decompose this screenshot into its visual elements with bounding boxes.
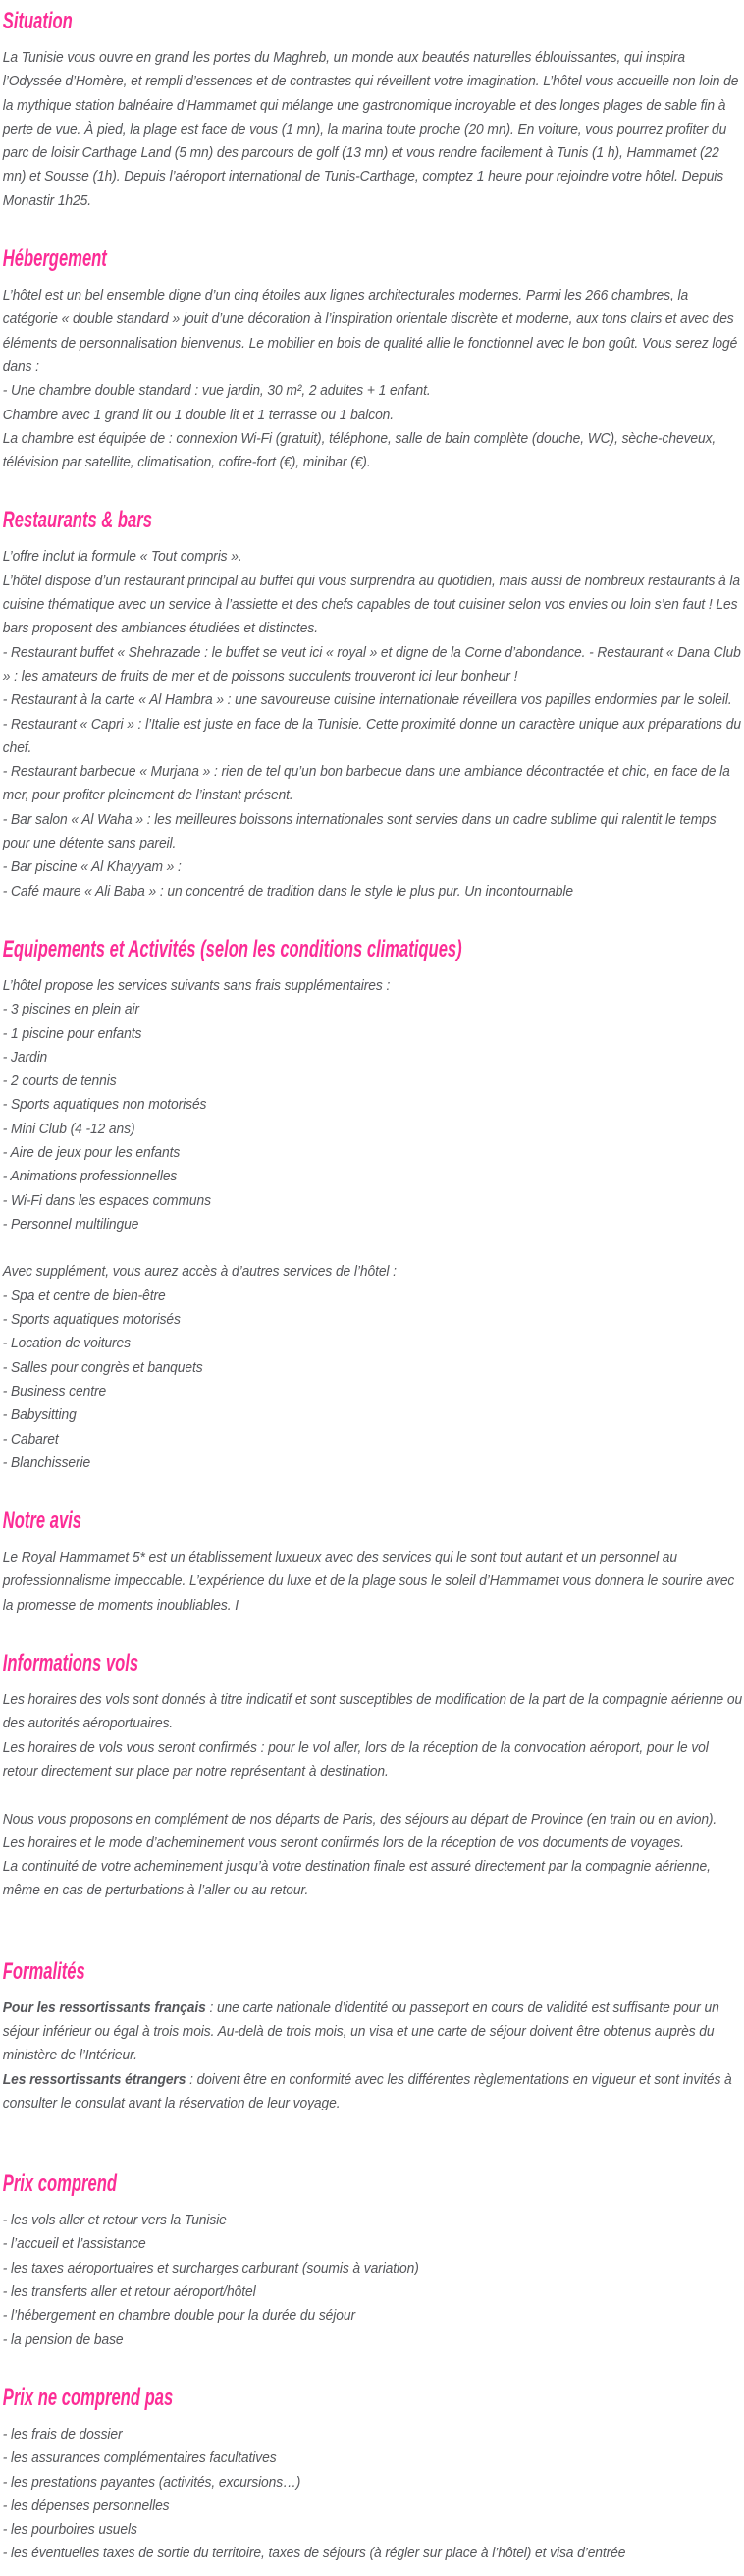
list-line: - Bar piscine « Al Khayyam » : xyxy=(2,858,182,876)
list-line: - Salles pour congrès et banquets xyxy=(2,1358,203,1376)
list-line: - 1 piscine pour enfants xyxy=(2,1024,142,1042)
list-line: - Café maure « Ali Baba » : un concentré de tradition dans le style le plus pur. Un incontournable xyxy=(2,882,573,900)
list-line: - les prestations payantes (activités, excursions…) xyxy=(2,2473,301,2491)
section-situation xyxy=(3,8,742,213)
list-line: - l’accueil et l’assistance xyxy=(2,2235,146,2253)
section-restaurants-bars xyxy=(3,507,742,903)
paragraph-text: : doivent être en conformité avec les différentes règlementations en vigueur et sont invités à consulter le consulat avant la réservation de leur voyage. xyxy=(2,2070,732,2111)
section-title-text: Hébergement xyxy=(2,246,107,273)
section-title-prix-comprend xyxy=(3,2170,742,2197)
section-title-informations-vols xyxy=(3,1650,742,1676)
paragraph: Avec supplément, vous aurez accès à d’autres services de l’hôtel : xyxy=(2,1263,397,1281)
list-line: - 3 piscines en plein air xyxy=(2,1001,139,1018)
list-line: - les taxes aéroportuaires et surcharges carburant (soumis à variation) xyxy=(2,2259,419,2276)
section-title-text: Formalités xyxy=(2,1957,85,1985)
section-notre-avis xyxy=(3,1507,742,1617)
list-line: - Business centre xyxy=(2,1382,107,1399)
list-line: - Jardin xyxy=(2,1048,48,1066)
paragraph: Les horaires et le mode d’acheminement vous seront confirmés lors de la réception de vos documents de voyages. xyxy=(2,1834,684,1851)
list-line: - Location de voitures xyxy=(2,1335,131,1352)
section-prix-comprend xyxy=(3,2170,742,2352)
list-line: - la pension de base xyxy=(2,2330,124,2348)
list-line: - Animations professionnelles xyxy=(2,1168,178,1185)
list-line: - Sports aquatiques non motorisés xyxy=(2,1096,207,1114)
list-line: - les transferts aller et retour aéroport/hôtel xyxy=(2,2283,256,2301)
list-line: - les éventuelles taxes de sortie du territoire, taxes de séjours (à régler sur place à l’hôtel) et visa d’entrée xyxy=(2,2545,626,2562)
list-line: - les frais de dossier xyxy=(2,2425,123,2442)
list-line: - Spa et centre de bien-être xyxy=(2,1287,166,1304)
paragraph: La Tunisie vous ouvre en grand les portes du Maghreb, un monde aux beautés naturelles éblouissantes, qui inspira l’Odyssée d’Homère, et rempli d’essences et de contrastes qui réveillent votre imagination. L’hôtel vous accueille non loin de la mythique station balnéaire d’Hammamet qui mélange une gastronomique incroyable et des longes plages de sable fin à perte de vue. À pied, la plage est face de vous (1 mn), la marina toute proche (20 mn). En voiture, vous pourrez profiter du parc de loisir Carthage Land (5 mn) des parcours de golf (13 mn) et vous rendre facilement à Tunis (1 h), Hammamet (22 mn) et Sousse (1h). Depuis l’aéroport international de Tunis-Carthage, comptez 1 heure pour rejoindre votre hôtel. Depuis Monastir 1h25. xyxy=(2,49,739,209)
blank-line xyxy=(3,1236,742,1260)
section-title-text: Restaurants & bars xyxy=(2,507,152,534)
paragraph: La chambre est équipée de : connexion Wi-Fi (gratuit), téléphone, salle de bain complète (douche, WC), sèche-cheveux, télévision par satellite, climatisation, coffre-fort (€), minibar (€). xyxy=(2,429,717,471)
list-line: - Babysitting xyxy=(2,1406,77,1424)
list-line: - les vols aller et retour vers la Tunisie xyxy=(2,2212,227,2229)
section-prix-ne-comprend-pas xyxy=(3,2384,742,2566)
list-line: - Wi-Fi dans les espaces communs xyxy=(2,1191,211,1209)
section-title-situation xyxy=(3,8,742,34)
section-title-text: Informations vols xyxy=(2,1650,139,1677)
list-line: - les pourboires usuels xyxy=(2,2521,137,2539)
section-title-notre-avis xyxy=(3,1507,742,1534)
section-title-formalites xyxy=(3,1958,742,1985)
list-line: - Cabaret xyxy=(2,1430,59,1448)
list-line: - Aire de jeux pour les enfants xyxy=(2,1143,181,1161)
paragraph: La continuité de votre acheminement jusqu’à votre destination finale est assuré directement par la compagnie aérienne, même en cas de perturbations à l’aller ou au retour. xyxy=(2,1858,711,1899)
section-title-text: Notre avis xyxy=(2,1507,82,1535)
list-line: - les assurances complémentaires facultatives xyxy=(2,2449,277,2467)
list-line: - les dépenses personnelles xyxy=(2,2496,170,2514)
list-line: - Bar salon « Al Waha » : les meilleures boissons internationales sont servies dans un cadre sublime qui ralentit le temps pour une détente sans pareil. xyxy=(2,810,717,852)
section-title-prix-ne-comprend-pas xyxy=(3,2384,742,2411)
section-title-text: Prix ne comprend pas xyxy=(2,2384,174,2411)
paragraph: Le Royal Hammamet 5* est un établissement luxueux avec des services qui le sont tout autant et un personnel au professionnalisme impeccable. L’expérience du luxe et de la plage sous le soleil d’Hammamet vous donnera le sourire avec la promesse de moments inoubliables. I xyxy=(2,1549,735,1614)
bold-lead: Les ressortissants étrangers xyxy=(2,2070,186,2088)
list-line: - Restaurant buffet « Shehrazade : le buffet se veut ici « royal » et digne de la Corne d’abondance. - Restaurant « Dana Club » : les amateurs de fruits de mer et de poissons succulents trouveront ici leur bonheur ! xyxy=(2,643,741,685)
list-line: - Restaurant à la carte « Al Hambra » : une savoureuse cuisine internationale réveillera vos papilles endormies par le soleil. xyxy=(2,691,732,709)
list-line: - Blanchisserie xyxy=(2,1453,91,1471)
blank-line xyxy=(3,1783,742,1807)
section-title-restaurants-bars xyxy=(3,507,742,533)
section-title-text: Equipements et Activités (selon les conditions climatiques) xyxy=(2,935,462,962)
paragraph-text: : une carte nationale d’identité ou passeport en cours de validité est suffisante pour un séjour inférieur ou égal à trois mois. Au-delà de trois mois, un visa et une carte de séjour doivent être obtenus auprès du ministère de l’Intérieur. xyxy=(2,1999,719,2064)
section-title-text: Prix comprend xyxy=(2,2170,117,2198)
list-line: - Mini Club (4 -12 ans) xyxy=(2,1120,135,1137)
section-hebergement xyxy=(3,246,742,474)
list-line: - Une chambre double standard : vue jardin, 30 m², 2 adultes + 1 enfant. xyxy=(2,382,431,400)
section-title-equipements-activites xyxy=(3,936,742,962)
paragraph: L’hôtel propose les services suivants sans frais supplémentaires : xyxy=(2,976,391,994)
paragraph: Les horaires des vols sont donnés à titre indicatif et sont susceptibles de modification de la part de la compagnie aérienne ou des autorités aéroportuaires. xyxy=(2,1691,743,1732)
paragraph: Les horaires de vols vous seront confirmés : pour le vol aller, lors de la réception de la convocation aéroport, pour le vol retour directement sur place par notre représentant à destination. xyxy=(2,1738,709,1780)
list-line: - Sports aquatiques motorisés xyxy=(2,1311,181,1329)
section-informations-vols xyxy=(3,1650,742,1903)
section-equipements-activites xyxy=(3,936,742,1475)
paragraph: L’offre inclut la formule « Tout compris ». xyxy=(2,548,242,566)
paragraph-french-nationals xyxy=(3,1997,742,2068)
list-line: - 2 courts de tennis xyxy=(2,1072,117,1090)
paragraph: Chambre avec 1 grand lit ou 1 double lit et 1 terrasse ou 1 balcon. xyxy=(2,406,395,423)
paragraph: L’hôtel est un bel ensemble digne d’un cinq étoiles aux lignes architecturales modernes. Parmi les 266 chambres, la catégorie « double standard » jouit d’une décoration à l’inspiration orientale discrète et moderne, aux tons clairs et avec des éléments de personnalisation bienvenus. Le mobilier en bois de qualité allie le fonctionnel avec le bon goût. Vous serez logé dans : xyxy=(2,287,738,375)
paragraph: Nous vous proposons en complément de nos départs de Paris, des séjours au départ de Province (en train ou en avion). xyxy=(2,1810,717,1828)
list-line: - Restaurant barbecue « Murjana » : rien de tel qu’un bon barbecue dans une ambiance décontractée et chic, en face de la mer, pour profiter pleinement de l’instant présent. xyxy=(2,763,730,804)
section-title-text: Situation xyxy=(2,8,73,34)
section-formalites xyxy=(3,1958,742,2115)
paragraph: L’hôtel dispose d’un restaurant principal au buffet qui vous surprendra au quotidien, mais aussi de nombreux restaurants à la cuisine thématique avec un service à l’assiette et des chefs capables de tout cuisiner selon vos envies ou loin s’en faut ! Les bars proposent des ambiances étudiées et distinctes. xyxy=(2,572,740,637)
list-line: - Restaurant « Capri » : l’Italie est juste en face de la Tunisie. Cette proximité donne un caractère unique aux préparations du chef. xyxy=(2,715,741,756)
paragraph-foreign-nationals xyxy=(3,2068,742,2116)
list-line: - l’hébergement en chambre double pour la durée du séjour xyxy=(2,2307,355,2325)
section-title-hebergement xyxy=(3,246,742,272)
bold-lead: Pour les ressortissants français xyxy=(2,1999,206,2016)
list-line: - Personnel multilingue xyxy=(2,1215,139,1233)
